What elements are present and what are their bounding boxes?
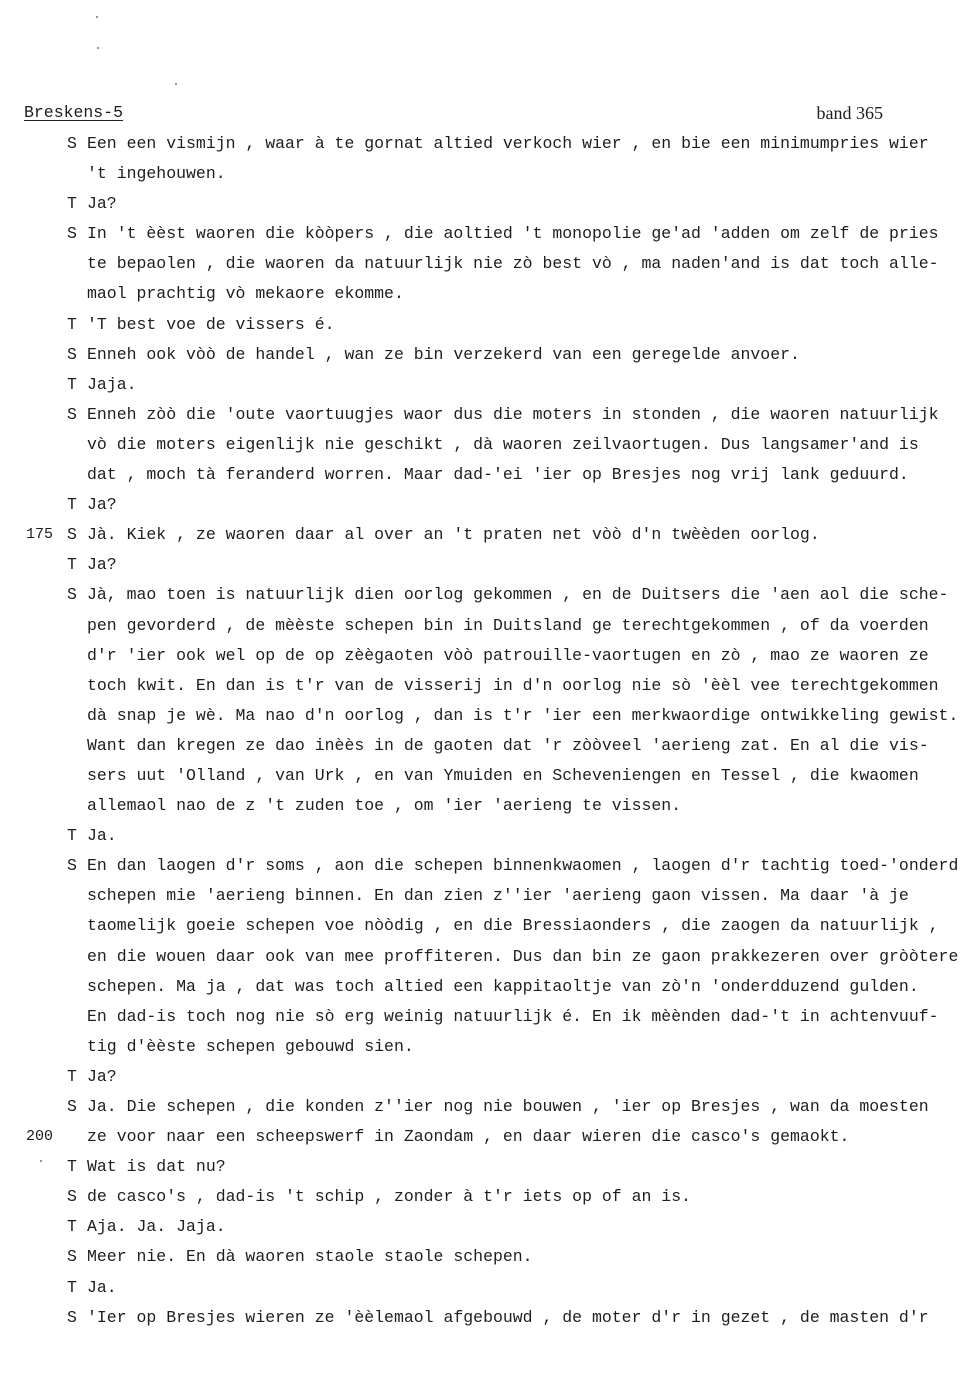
speaker-label: S: [67, 856, 77, 876]
text-line: tig d'èèste schepen gebouwd sien.: [87, 1036, 414, 1056]
speaker-label: S: [67, 525, 77, 545]
text-line: Enneh ook vòò de handel , wan ze bin verzekerd van een geregelde anvoer.: [87, 344, 800, 364]
text-line: Meer nie. En dà waoren staole staole schepen.: [87, 1247, 533, 1267]
dialogue-turn: [0, 520, 979, 550]
utterance-text: [87, 550, 967, 580]
text-line: d'r 'ier ook wel op de op zèègaoten vòò patrouille-vaortugen en zò , mao ze waoren ze: [87, 645, 929, 665]
text-line: 't ingehouwen.: [87, 164, 226, 184]
dialogue-turn: [0, 1122, 979, 1152]
text-line: schepen mie 'aerieng binnen. En dan zien z''ier 'aerieng gaon vissen. Ma daar 'à je: [87, 886, 909, 906]
text-line: te bepaolen , die waoren da natuurlijk nie zò best vò , ma naden'and is dat toch alle-: [87, 254, 939, 274]
dialogue-turn: [0, 129, 979, 189]
utterance-text: [87, 1212, 967, 1242]
utterance-text: [87, 370, 967, 400]
speaker-label: S: [67, 224, 77, 244]
text-line: Jà, mao toen is natuurlijk dien oorlog gekommen , en de Duitsers die 'aen aol die sche-: [87, 585, 949, 605]
text-line: Ja?: [87, 1066, 117, 1086]
text-line: Jà. Kiek , ze waoren daar al over an 't praten net vòò d'n twèèden oorlog.: [87, 525, 820, 545]
speaker-label: T: [67, 555, 77, 575]
text-line: Ja?: [87, 194, 117, 214]
speaker-label: T: [67, 1066, 77, 1086]
speaker-label: T: [67, 826, 77, 846]
text-line: en die wouen daar ook van mee proffiteren. Dus dan bin ze gaon prakkezeren over gròòtere: [87, 946, 959, 966]
line-number: 175: [26, 526, 54, 544]
scan-speck: [96, 16, 98, 18]
dialogue-turn: [0, 1092, 979, 1122]
text-line: Ja. Die schepen , die konden z''ier nog nie bouwen , 'ier op Bresjes , wan da moesten: [87, 1097, 929, 1116]
speaker-label: S: [67, 1247, 77, 1267]
utterance-text: [87, 580, 967, 821]
utterance-text: [87, 310, 967, 340]
scan-speck: [97, 47, 99, 49]
document-title: Breskens-5: [24, 103, 124, 122]
band-label: band 365: [816, 103, 883, 123]
text-line: dat , moch tà feranderd worren. Maar dad-'ei 'ier op Bresjes nog vrij lank geduurd.: [87, 465, 909, 485]
text-line: Wat is dat nu?: [87, 1157, 226, 1177]
text-line: pen gevorderd , de mèèste schepen bin in Duitsland ge terechtgekommen , of da voerden: [87, 615, 929, 635]
dialogue-turn: [0, 189, 979, 219]
utterance-text: [87, 490, 967, 520]
speaker-label: S: [67, 404, 77, 424]
speaker-label: S: [67, 344, 77, 364]
utterance-text: [87, 400, 967, 490]
text-line: Een een vismijn , waar à te gornat altied verkoch wier , en bie een minimumpries wier: [87, 134, 929, 153]
utterance-text: [87, 219, 967, 309]
dialogue-turn: [0, 1212, 979, 1242]
text-line: Enneh zòò die 'oute vaortuugjes waor dus die moters in stonden , die waoren natuurlijk: [87, 404, 939, 424]
speaker-label: T: [67, 1277, 77, 1297]
dialogue-turn: [0, 400, 979, 490]
text-line: toch kwit. En dan is t'r van de visserij in d'n oorlog nie sò 'èèl vee terechtgekommen: [87, 675, 939, 695]
text-line: maol prachtig vò mekaore ekomme.: [87, 284, 404, 304]
text-line: Aja. Ja. Jaja.: [87, 1217, 226, 1237]
dialogue-turn: [0, 1182, 979, 1212]
text-line: En dad-is toch nog nie sò erg weinig natuurlijk é. En ik mèènden dad-'t in achtenvuuf-: [87, 1006, 939, 1026]
text-line: Want dan kregen ze dao inèès in de gaoten dat 'r zòòveel 'aerieng zat. En al die vis-: [87, 735, 929, 755]
speaker-label: T: [67, 314, 77, 334]
utterance-text: [87, 1122, 967, 1152]
dialogue-turn: [0, 1062, 979, 1092]
speaker-label: T: [67, 374, 77, 394]
text-line: Ja?: [87, 555, 117, 575]
utterance-text: [87, 189, 967, 219]
text-line: sers uut 'Olland , van Urk , en van Ymuiden en Scheveniengen en Tessel , die kwaomen: [87, 765, 919, 785]
dialogue-turn: [0, 370, 979, 400]
utterance-text: [87, 1242, 967, 1272]
dialogue-turn: [0, 580, 979, 821]
speaker-label: T: [67, 1217, 77, 1237]
utterance-text: [87, 1062, 967, 1092]
text-line: ze voor naar een scheepswerf in Zaondam , en daar wieren die casco's gemaokt.: [87, 1127, 850, 1147]
speaker-label: T: [67, 495, 77, 515]
text-line: Ja?: [87, 495, 117, 515]
speaker-label: T: [67, 194, 77, 214]
line-number: 200: [26, 1128, 54, 1146]
dialogue-turn: [0, 310, 979, 340]
utterance-text: [87, 1182, 967, 1212]
speaker-label: T: [67, 1157, 77, 1177]
speaker-label: S: [67, 1097, 77, 1116]
text-line: allemaol nao de z 't zuden toe , om 'ier 'aerieng te vissen.: [87, 796, 682, 816]
text-line: In 't èèst waoren die kòòpers , die aoltied 't monopolie ge'ad 'adden om zelf de pries: [87, 224, 939, 244]
text-line: 'T best voe de vissers é.: [87, 314, 335, 334]
utterance-text: [87, 340, 967, 370]
scan-speck: [175, 83, 177, 85]
utterance-text: [87, 821, 967, 851]
speaker-label: S: [67, 585, 77, 605]
dialogue-turn: [0, 851, 979, 1062]
speaker-label: S: [67, 1187, 77, 1207]
text-line: En dan laogen d'r soms , aon die schepen binnenkwaomen , laogen d'r tachtig toed-'onderd: [87, 856, 959, 876]
utterance-text: [87, 851, 967, 1062]
utterance-text: [87, 520, 967, 550]
speaker-label: S: [67, 134, 77, 153]
text-line: de casco's , dad-is 't schip , zonder à t'r iets op of an is.: [87, 1187, 691, 1207]
utterance-text: [87, 1273, 967, 1303]
dialogue-turn: [0, 490, 979, 520]
text-line: schepen. Ma ja , dat was toch altied een kappitaoltje van zò'n 'onderdduzend gulden.: [87, 976, 919, 996]
text-line: 'Ier op Bresjes wieren ze 'èèlemaol afgebouwd , de moter d'r in gezet , de masten d'r: [87, 1307, 929, 1327]
dialogue-turn: [0, 219, 979, 309]
utterance-text: [87, 1303, 967, 1333]
utterance-text: [87, 1152, 967, 1182]
dialogue-turn: [0, 821, 979, 851]
dialogue-turn: [0, 340, 979, 370]
dialogue-turn: [0, 1273, 979, 1303]
utterance-text: [87, 1092, 967, 1122]
text-line: taomelijk goeie schepen voe nòòdig , en die Bressiaonders , die zaogen da natuurlijk ,: [87, 916, 939, 936]
dialogue-turn: [0, 1242, 979, 1272]
utterance-text: [87, 129, 967, 189]
text-line: dà snap je wè. Ma nao d'n oorlog , dan is t'r 'ier een merkwaordige ontwikkeling gewist.: [87, 705, 959, 725]
dialogue-turn: [0, 550, 979, 580]
text-line: Ja.: [87, 1277, 117, 1297]
page-header: [24, 98, 883, 128]
dialogue-turn: [0, 1303, 979, 1333]
text-line: Ja.: [87, 826, 117, 846]
transcript-body: [0, 129, 979, 1333]
dialogue-turn: [0, 1152, 979, 1182]
text-line: Jaja.: [87, 374, 137, 394]
text-line: vò die moters eigenlijk nie geschikt , dà waoren zeilvaortugen. Dus langsamer'and is: [87, 434, 919, 454]
speaker-label: S: [67, 1307, 77, 1327]
